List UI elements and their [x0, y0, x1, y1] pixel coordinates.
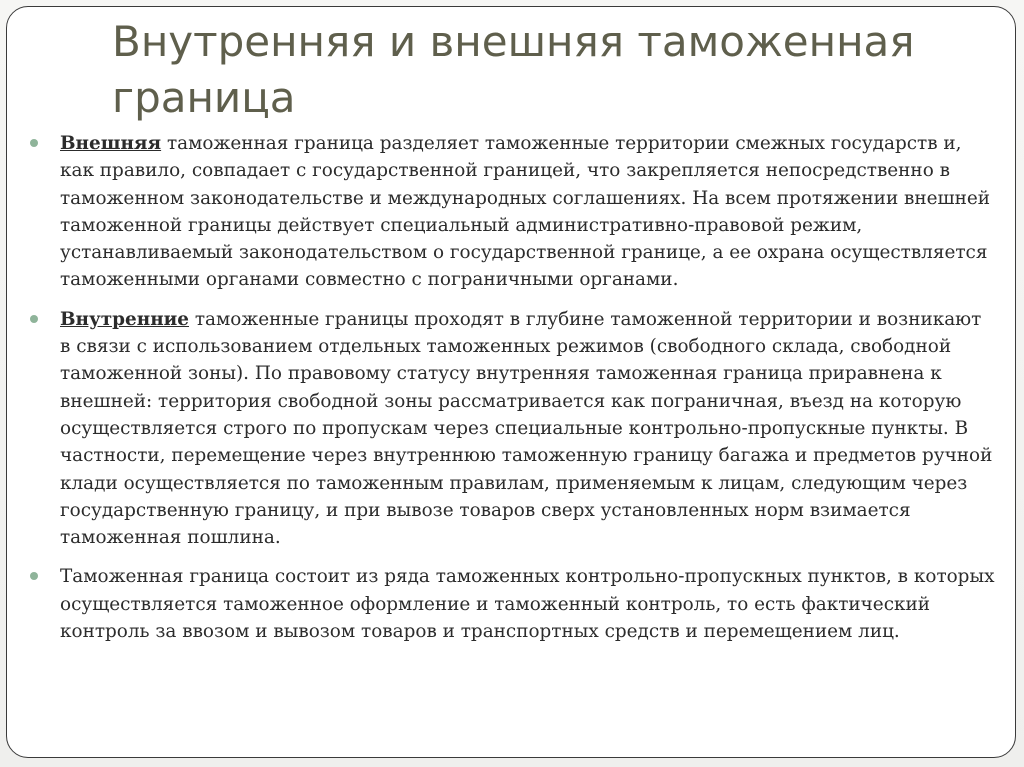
slide-title: Внутренняя и внешняя таможенная граница [112, 17, 915, 122]
slide-content [30, 130, 996, 657]
bullet-dot-icon [30, 139, 38, 147]
bullet-item-internal [30, 306, 996, 552]
bullet-text: Таможенная граница состоит из ряда таможенных контрольно-пропускных пунктов, в которых осуществляется таможенное оформление и таможенный контроль, то есть фактический контроль за ввозом и вывозом товаров и транспортных средств и перемещением лиц. [60, 566, 995, 643]
bullet-dot-icon [30, 315, 38, 323]
bullet-dot-icon [30, 572, 38, 580]
bullet-item-composition [30, 563, 996, 645]
bullet-item-external [30, 130, 996, 294]
bullet-text: таможенные границы проходят в глубине таможенной территории и возникают в связи с использованием отдельных таможенных режимов (свободного склада, свободной таможенной зоны). По правовому статусу внутренняя таможенная граница приравнена к внешней: территория свободной зоны рассматривается как пограничная, въезд на которую осуществляется строго по пропускам через специальные контрольно-пропускные пункты. В частности, перемещение через внутреннюю таможенную границу багажа и предметов ручной клади осуществляется по таможенным правилам, применяемым к лицам, следующим через государственную границу, и при вывозе товаров сверх установленных норм взимается таможенная пошлина. [60, 308, 993, 549]
bullet-term: Внешняя [60, 133, 162, 154]
bullet-term: Внутренние [60, 308, 189, 330]
bullet-text: таможенная граница разделяет таможенные территории смежных государств и, как правило, совпадает с государственной границей, что закрепляется непосредственно в таможенном законодательстве и международных соглашениях. На всем протяжении внешней таможенной границы действует специальный административно-правовой режим, устанавливаемый законодательством о государственной границе, а ее охрана осуществляется таможенными органами совместно с пограничными органами. [60, 133, 991, 291]
